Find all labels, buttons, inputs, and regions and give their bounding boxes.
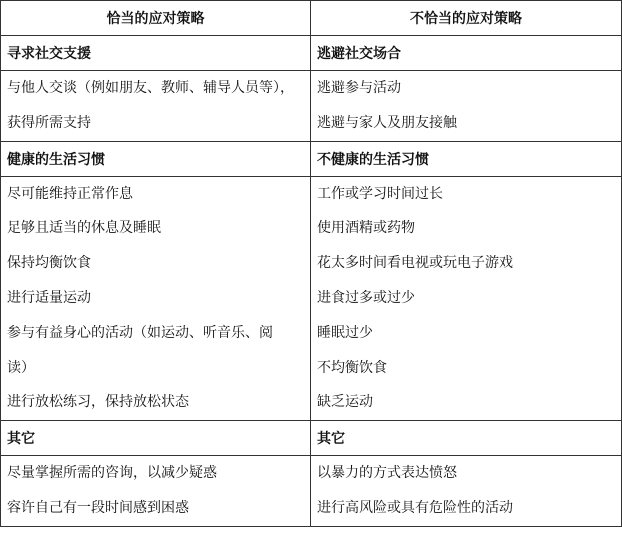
section-left-cell bbox=[1, 456, 311, 527]
section-title-row bbox=[1, 421, 622, 456]
header-row bbox=[1, 1, 622, 36]
section-title-row bbox=[1, 141, 622, 176]
list-item: 睡眠过少 bbox=[317, 324, 373, 341]
list-item: 容许自己有一段时间感到困惑 bbox=[7, 499, 189, 516]
list-item: 花太多时间看电视或玩电子游戏 bbox=[317, 255, 513, 272]
list-item: 足够且适当的休息及睡眠 bbox=[7, 220, 161, 237]
list-item: 进行放松练习，保持放松状态 bbox=[7, 394, 189, 411]
list-item: 尽量掌握所需的咨询，以减少疑惑 bbox=[7, 465, 217, 482]
list-item: 逃避与家人及朋友接触 bbox=[317, 114, 457, 131]
list-item: 使用酒精或药物 bbox=[317, 220, 415, 237]
section-title-row bbox=[1, 36, 622, 71]
list-item: 进食过多或过少 bbox=[317, 289, 415, 306]
list-item: 进行高风险或具有危险性的活动 bbox=[317, 499, 513, 516]
list-item: 获得所需支持 bbox=[7, 114, 91, 131]
section-left-cell bbox=[1, 176, 311, 421]
list-item: 进行适量运动 bbox=[7, 289, 91, 306]
section-content-row bbox=[1, 71, 622, 142]
list-item: 缺乏运动 bbox=[317, 394, 373, 411]
section-content-row bbox=[1, 456, 622, 527]
header-inappropriate: 不恰当的应对策略 bbox=[311, 1, 622, 36]
list-item: 读） bbox=[7, 359, 35, 376]
section-title-right: 逃避社交场合 bbox=[311, 36, 622, 71]
section-content-row bbox=[1, 176, 622, 421]
list-item: 逃避参与活动 bbox=[317, 80, 401, 96]
section-title-left: 其它 bbox=[1, 421, 311, 456]
section-right-cell bbox=[311, 456, 622, 527]
list-item: 工作或学习时间过长 bbox=[317, 185, 443, 202]
section-title-left: 寻求社交支援 bbox=[1, 36, 311, 71]
list-item: 以暴力的方式表达愤怒 bbox=[317, 465, 457, 482]
list-item: 保持均衡饮食 bbox=[7, 255, 91, 272]
list-item: 参与有益身心的活动（如运动、听音乐、阅 bbox=[7, 324, 273, 341]
header-appropriate: 恰当的应对策略 bbox=[1, 1, 311, 36]
list-item: 与他人交谈（例如朋友、教师、辅导人员等）， bbox=[7, 80, 294, 96]
section-title-right: 不健康的生活习惯 bbox=[311, 141, 622, 176]
list-item: 不均衡饮食 bbox=[317, 359, 387, 376]
section-title-right: 其它 bbox=[311, 421, 622, 456]
list-item: 尽可能维持正常作息 bbox=[7, 185, 133, 202]
section-right-cell bbox=[311, 71, 622, 142]
section-left-cell bbox=[1, 71, 311, 142]
section-title-left: 健康的生活习惯 bbox=[1, 141, 311, 176]
section-right-cell bbox=[311, 176, 622, 421]
